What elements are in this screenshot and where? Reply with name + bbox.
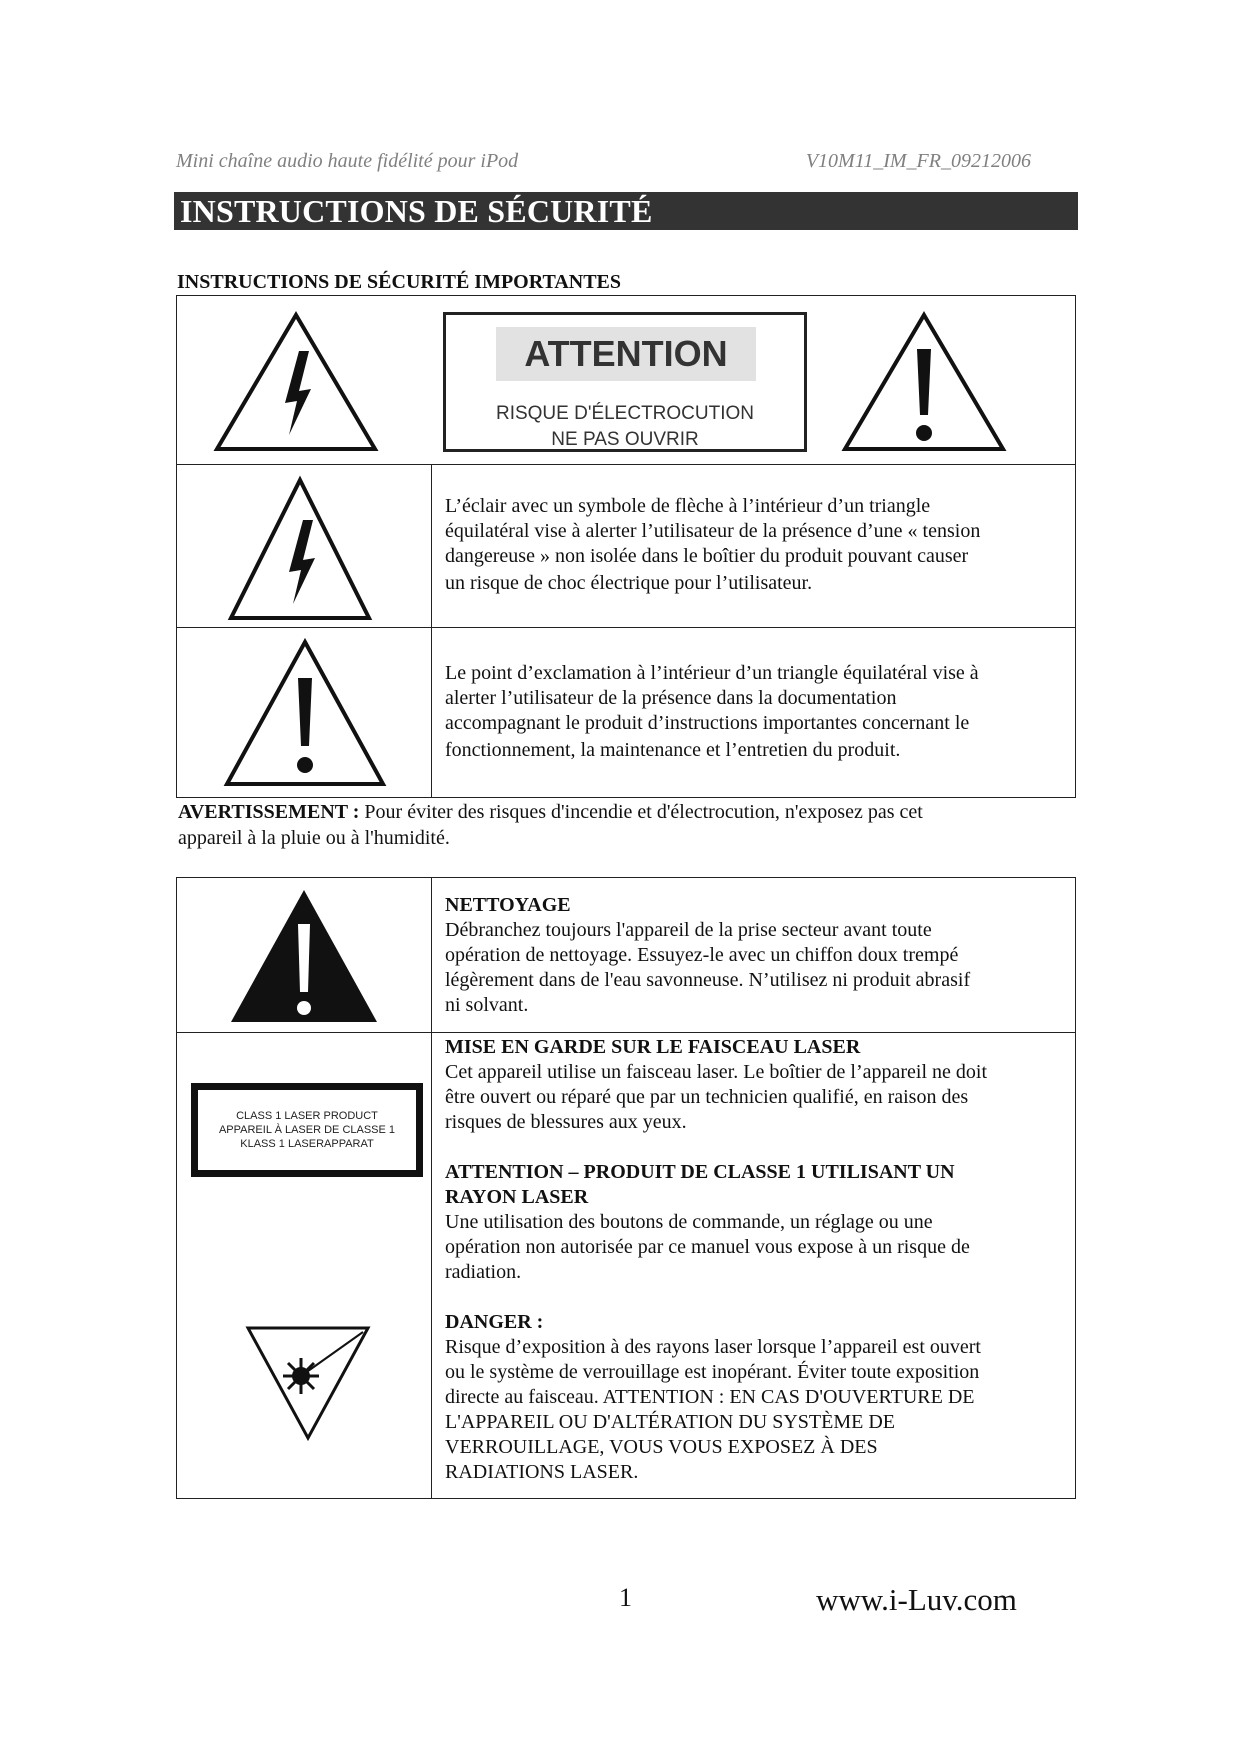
laser-line: être ouvert ou réparé que par un technicien qualifié, en raison des bbox=[445, 1086, 969, 1108]
laser-attention-line: opération non autorisée par ce manuel vous expose à un risque de bbox=[445, 1236, 970, 1258]
page-number: 1 bbox=[619, 1583, 632, 1612]
attention-label bbox=[443, 312, 807, 452]
divider-row-2 bbox=[177, 464, 1075, 465]
laser-line: risques de blessures aux yeux. bbox=[445, 1111, 687, 1133]
attention-title: ATTENTION bbox=[496, 327, 756, 381]
danger-line: RADIATIONS LASER. bbox=[445, 1461, 639, 1483]
symbols-table bbox=[176, 295, 1076, 798]
danger-line: L'APPAREIL OU D'ALTÉRATION DU SYSTÈME DE bbox=[445, 1411, 895, 1433]
lightning-description-line: un risque de choc électrique pour l’utilisateur. bbox=[445, 572, 813, 594]
lightning-description-line: dangereuse » non isolée dans le boîtier du produit pouvant causer bbox=[445, 545, 969, 567]
lightning-description bbox=[445, 494, 1065, 596]
cleaning-line: opération de nettoyage. Essuyez-le avec un chiffon doux trempé bbox=[445, 944, 959, 966]
lightning-description-line: équilatéral vise à alerter l’utilisateur de la présence d’une « tension bbox=[445, 520, 981, 542]
laser-attention-title: RAYON LASER bbox=[445, 1186, 589, 1208]
laser-radiation-icon bbox=[245, 1324, 371, 1442]
class-1-laser-label bbox=[191, 1083, 423, 1177]
attention-line-do-not-open: NE PAS OUVRIR bbox=[551, 429, 699, 450]
column-divider-row-3 bbox=[431, 627, 432, 797]
cleaning-section bbox=[445, 893, 1065, 1018]
lightning-description-line: L’éclair avec un symbole de flèche à l’intérieur d’un triangle bbox=[445, 495, 931, 517]
danger-line: Risque d’exposition à des rayons laser lorsque l’appareil est ouvert bbox=[445, 1336, 981, 1358]
section-title: INSTRUCTIONS DE SÉCURITÉ bbox=[174, 192, 1078, 230]
exclamation-description-line: Le point d’exclamation à l’intérieur d’un triangle équilatéral vise à bbox=[445, 662, 979, 684]
laser-label-line: APPAREIL À LASER DE CLASSE 1 bbox=[218, 1124, 396, 1136]
warning-label: AVERTISSEMENT : bbox=[178, 801, 360, 823]
laser-attention-line: radiation. bbox=[445, 1261, 522, 1283]
header-document-code: V10M11_IM_FR_09212006 bbox=[805, 150, 1031, 172]
cleaning-laser-table bbox=[176, 877, 1076, 1499]
cleaning-title: NETTOYAGE bbox=[445, 894, 571, 916]
lightning-warning-icon bbox=[213, 311, 379, 453]
laser-line: Cet appareil utilise un faisceau laser. Le boîtier de l’appareil ne doit bbox=[445, 1061, 988, 1083]
divider-laser-row bbox=[177, 1032, 1075, 1033]
column-divider-row-2 bbox=[431, 464, 432, 627]
exclamation-symbol-icon bbox=[223, 638, 387, 788]
website-url: www.i-Luv.com bbox=[816, 1582, 1017, 1617]
cleaning-line: Débranchez toujours l'appareil de la prise secteur avant toute bbox=[445, 919, 932, 941]
attention-line-electrocution: RISQUE D'ÉLECTROCUTION bbox=[495, 403, 755, 424]
header-document-title: Mini chaîne audio haute fidélité pour iPod bbox=[176, 150, 519, 172]
laser-title: MISE EN GARDE SUR LE FAISCEAU LASER bbox=[445, 1036, 861, 1058]
laser-section bbox=[445, 1035, 1070, 1485]
laser-label-line: CLASS 1 LASER PRODUCT bbox=[236, 1110, 378, 1122]
warning-paragraph bbox=[178, 799, 1058, 851]
exclamation-description-line: accompagnant le produit d’instructions importantes concernant le bbox=[445, 712, 970, 734]
subtitle: INSTRUCTIONS DE SÉCURITÉ IMPORTANTES bbox=[177, 271, 622, 293]
column-divider bbox=[431, 878, 432, 1498]
exclamation-description bbox=[445, 661, 1065, 763]
exclamation-warning-icon bbox=[841, 311, 1007, 453]
cleaning-line: ni solvant. bbox=[445, 994, 529, 1016]
filled-exclamation-warning-icon bbox=[229, 888, 379, 1024]
lightning-symbol-icon bbox=[227, 476, 373, 622]
divider-row-3 bbox=[177, 627, 1075, 628]
danger-line: directe au faisceau. ATTENTION : EN CAS D'OUVERTURE DE bbox=[445, 1386, 975, 1408]
danger-line: VERROUILLAGE, VOUS VOUS EXPOSEZ À DES bbox=[445, 1436, 878, 1458]
laser-label-line: KLASS 1 LASERAPPARAT bbox=[240, 1138, 374, 1150]
danger-line: ou le système de verrouillage est inopérant. Éviter toute exposition bbox=[445, 1361, 980, 1383]
laser-attention-title: ATTENTION – PRODUIT DE CLASSE 1 UTILISANT UN bbox=[445, 1161, 955, 1183]
danger-title: DANGER : bbox=[445, 1311, 544, 1333]
cleaning-line: légèrement dans de l'eau savonneuse. N’utilisez ni produit abrasif bbox=[445, 969, 971, 991]
exclamation-description-line: alerter l’utilisateur de la présence dans la documentation bbox=[445, 687, 897, 709]
laser-attention-line: Une utilisation des boutons de commande, un réglage ou une bbox=[445, 1211, 933, 1233]
warning-text-line-2: appareil à la pluie ou à l'humidité. bbox=[178, 827, 450, 849]
exclamation-description-line: fonctionnement, la maintenance et l’entretien du produit. bbox=[445, 739, 901, 761]
warning-text-line-1: Pour éviter des risques d'incendie et d'électrocution, n'exposez pas cet bbox=[359, 801, 923, 823]
